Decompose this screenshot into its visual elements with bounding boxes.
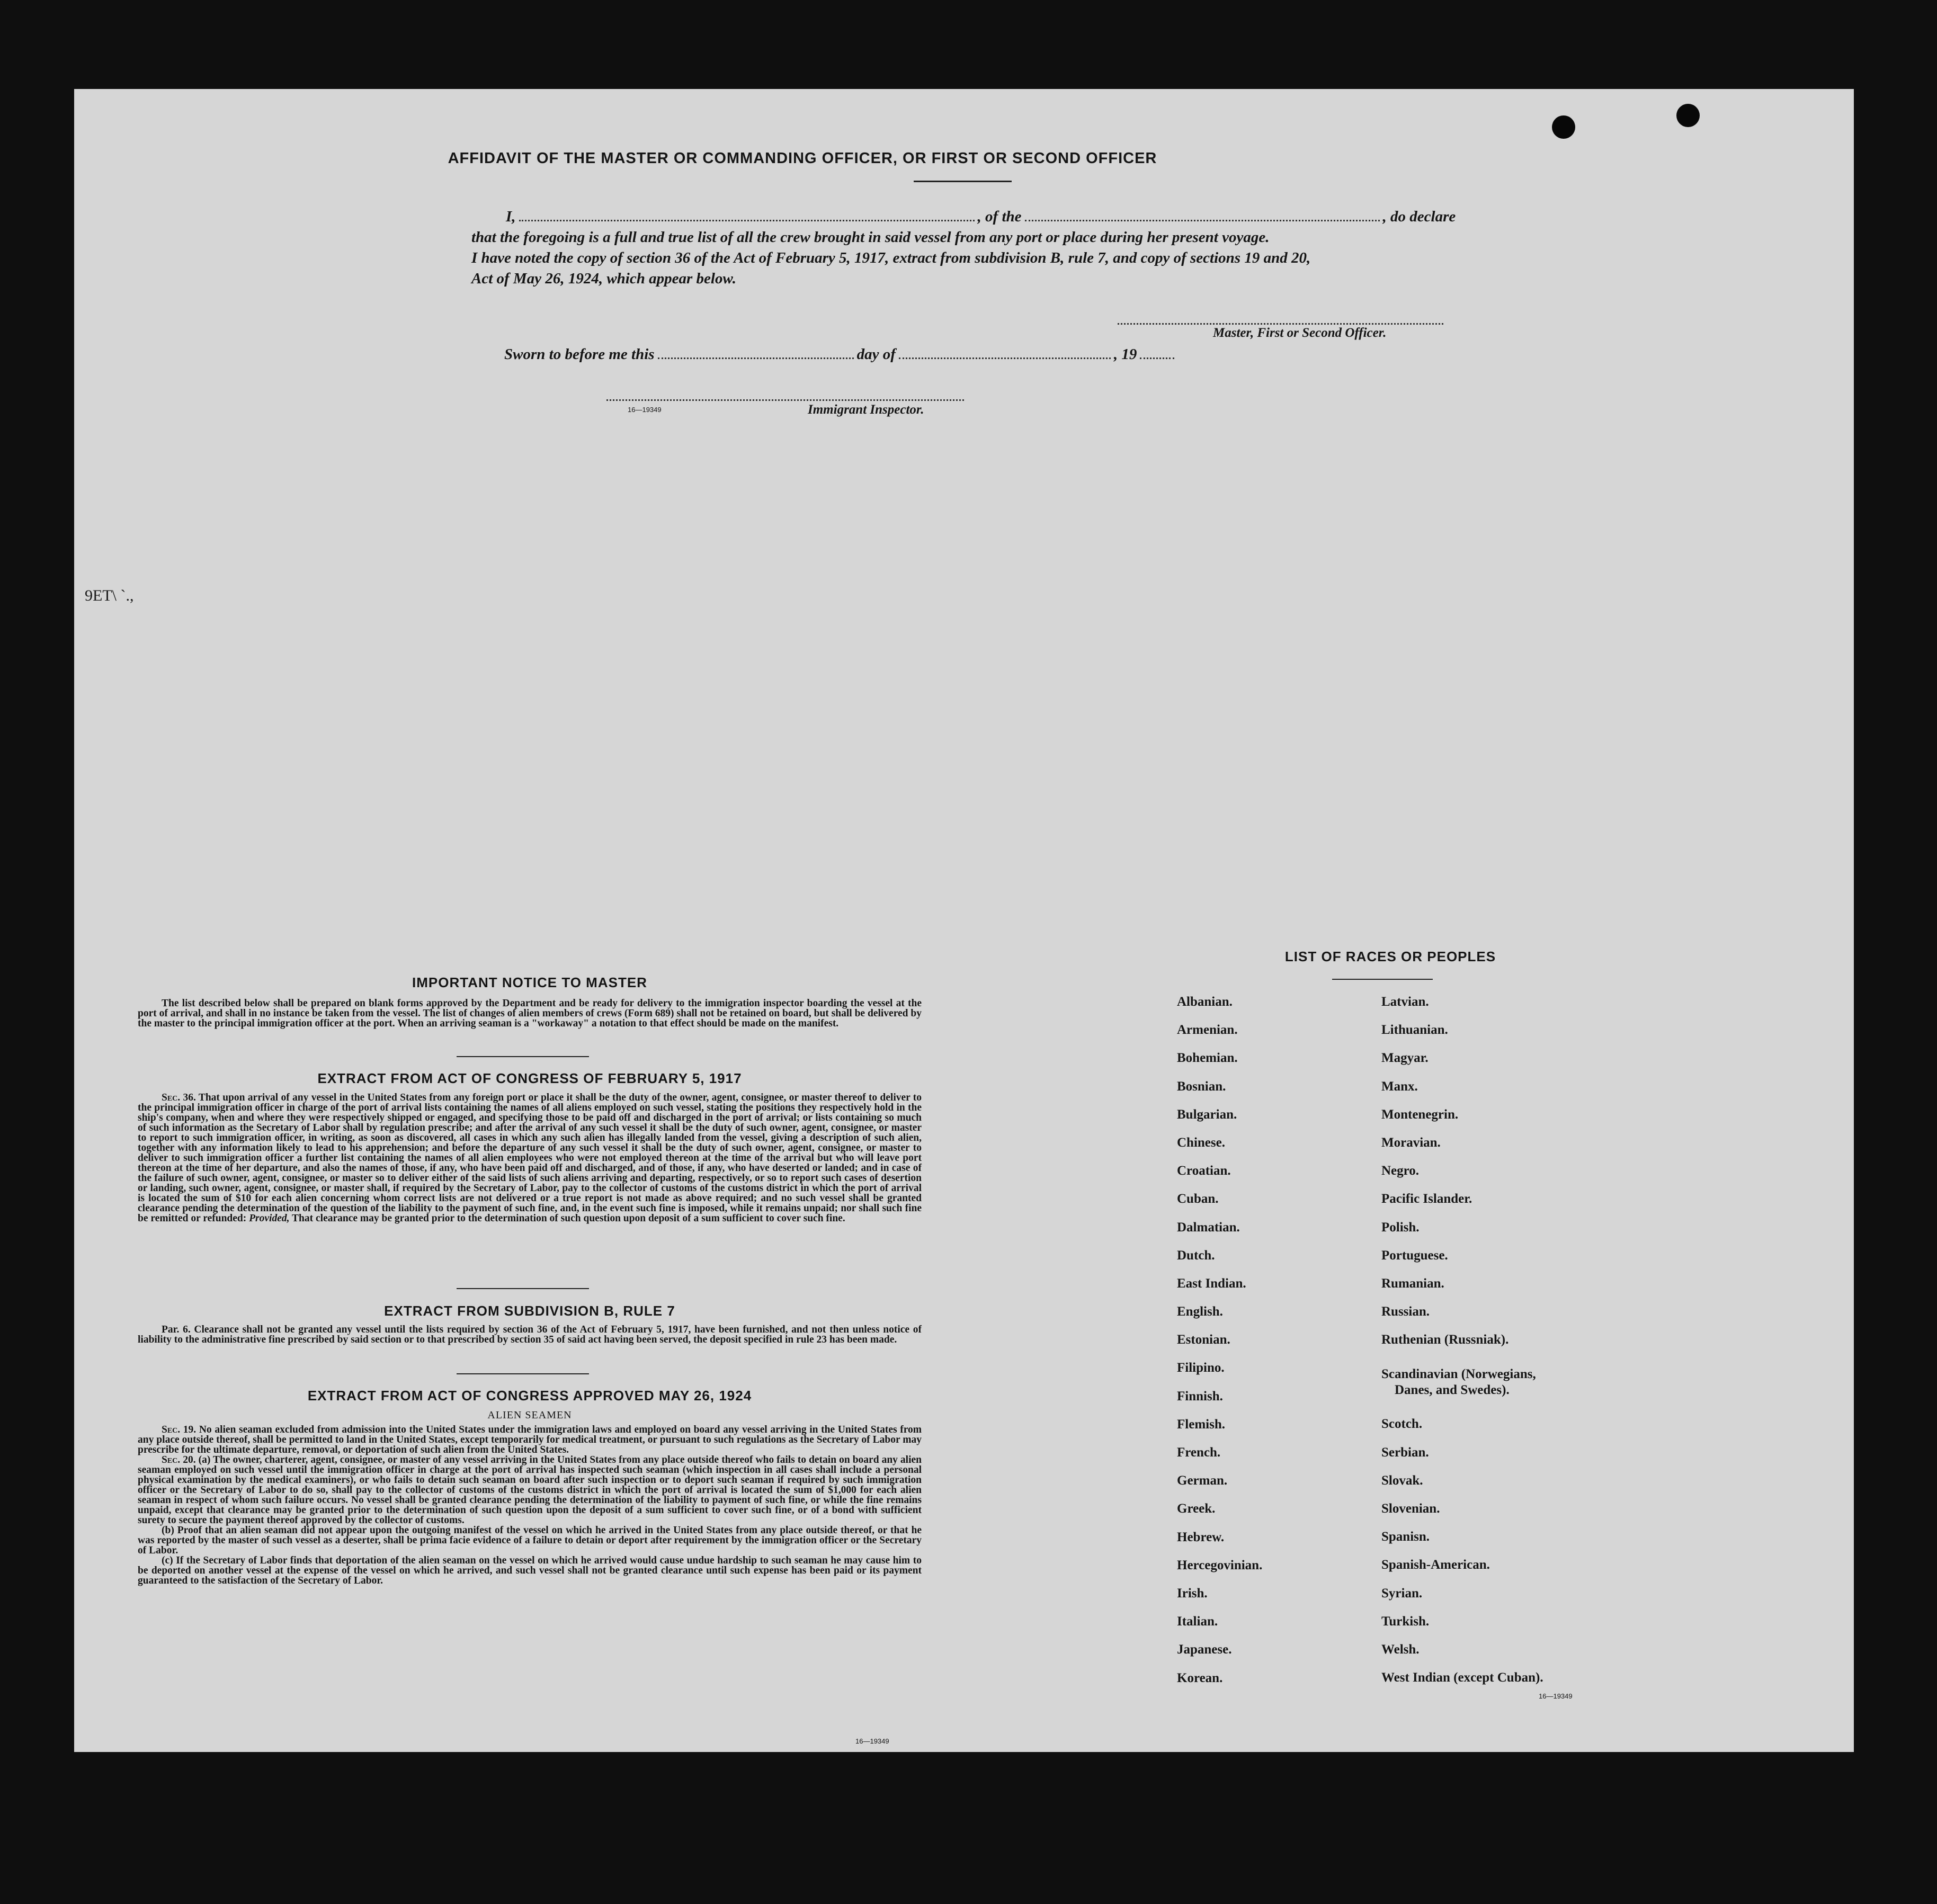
race-item: Dalmatian.	[1177, 1220, 1240, 1235]
race-item: Cuban.	[1177, 1192, 1219, 1206]
race-item: Irish.	[1177, 1586, 1208, 1601]
race-item: Korean.	[1177, 1670, 1223, 1685]
notice-body: The list described below shall be prepared on blank forms approved by the Department and be ready for delivery to the immigration inspector boarding the vessel at the port of arrival, and shall in no instance be taken from the vessel. The list of changes of alien members of crews (Form 689) shall not be retained on board, but shall be delivered by the master to the principal immigration officer at the port. When an arriving seaman is a "workaway" a notation to that effect should be made on the manifest.	[138, 998, 922, 1029]
name-blank[interactable]	[519, 220, 975, 221]
race-item: Manx.	[1381, 1079, 1418, 1094]
race-item: Lithuanian.	[1381, 1023, 1448, 1038]
title-underline	[914, 181, 1012, 182]
race-item: German.	[1177, 1473, 1228, 1488]
inspector-signature-line[interactable]	[606, 399, 964, 401]
punch-hole	[1552, 115, 1575, 139]
extract-form-number: 16—19349	[855, 1737, 889, 1745]
race-item: Ruthenian (Russniak).	[1381, 1333, 1509, 1347]
sec-19-label: Sec. 19.	[162, 1424, 197, 1435]
race-item: Turkish.	[1381, 1614, 1430, 1629]
race-item: Rumanian.	[1381, 1276, 1444, 1291]
extract-1924-body	[138, 1425, 922, 1586]
race-item: Spanisn.	[1381, 1530, 1430, 1544]
notice-title: IMPORTANT NOTICE TO MASTER	[412, 975, 647, 990]
section-divider	[457, 1288, 589, 1289]
race-item: Negro.	[1381, 1164, 1420, 1178]
master-signature-line[interactable]	[1118, 323, 1443, 325]
race-item: Serbian.	[1381, 1445, 1429, 1460]
race-item: Dutch.	[1177, 1248, 1215, 1263]
extract-1917-title: EXTRACT FROM ACT OF CONGRESS OF FEBRUARY 5, 1917	[317, 1070, 742, 1086]
month-blank[interactable]	[899, 357, 1111, 359]
race-item: Finnish.	[1177, 1389, 1223, 1404]
affidavit-title: AFFIDAVIT OF THE MASTER OR COMMANDING OFFICER, OR FIRST OR SECOND OFFICER	[448, 150, 1157, 167]
extract-rule7-title: EXTRACT FROM SUBDIVISION B, RULE 7	[384, 1303, 675, 1319]
race-item: Japanese.	[1177, 1642, 1232, 1657]
vessel-blank[interactable]	[1025, 220, 1380, 221]
race-item: English.	[1177, 1304, 1223, 1319]
race-item: Armenian.	[1177, 1023, 1238, 1038]
sec-19-text: No alien seaman excluded from admission into the United States under the immigration laws and employed on board any vessel arriving in the United States from any place outside thereof, shall be permitted to land in the United States, except temporarily for medical treatment, or pursuant to such regulations as the Secretary of Labor may prescribe for the ultimate departure, removal, or deportation of such alien from the United States.	[138, 1424, 922, 1455]
affidavit-declare-label: , do declare	[1382, 208, 1456, 225]
inspector-caption: Immigrant Inspector.	[808, 403, 924, 417]
race-item: West Indian (except Cuban).	[1381, 1670, 1543, 1685]
document-page	[74, 89, 1854, 1752]
race-item: Hebrew.	[1177, 1530, 1225, 1544]
extract-1924-title: EXTRACT FROM ACT OF CONGRESS APPROVED MAY 26, 1924	[307, 1388, 752, 1404]
sec-20-label: Sec. 20.	[162, 1454, 196, 1465]
sec-20c: (c) If the Secretary of Labor finds that deportation of the alien seaman on the vessel on which he arrived would cause undue hardship to such seaman he may cause him to be deported on another vessel at the expense of the vessel on which he arrived, and such vessel shall not be granted clearance until such expense has been paid or its payment guaranteed to the satisfaction of the Secretary of Labor.	[138, 1555, 922, 1586]
races-left-column	[1177, 995, 1262, 1699]
affidavit-of-the-label: , of the	[977, 208, 1022, 225]
race-item: Pacific Islander.	[1381, 1192, 1472, 1206]
sec-36-tail: That clearance may be granted prior to the determination of such question upon deposit of a sum sufficient to cover such fine.	[292, 1213, 845, 1224]
race-item: Montenegrin.	[1381, 1107, 1459, 1122]
race-item: Bulgarian.	[1177, 1107, 1237, 1122]
sworn-line	[504, 346, 1177, 363]
affidavit-line-2: that the foregoing is a full and true list of all the crew brought in said vessel from any port or place during her present voyage.	[471, 229, 1270, 246]
master-signature-caption: Master, First or Second Officer.	[1213, 326, 1387, 340]
extract-rule7-body: Par. 6. Clearance shall not be granted any vessel until the lists required by section 36 of the Act of February 5, 1917, have been furnished, and not then unless notice of liability to the administrative fine prescribed by said section or to that prescribed by section 35 of said act having been served, the deposit specified in rule 23 has been made.	[138, 1324, 922, 1345]
sworn-label: Sworn to before me this	[504, 346, 655, 363]
affidavit-line-3: I have noted the copy of section 36 of the Act of February 5, 1917, extract from subdivision B, rule 7, and copy of sections 19 and 20,	[471, 249, 1311, 266]
race-item: Croatian.	[1177, 1164, 1231, 1178]
race-item: Bosnian.	[1177, 1079, 1226, 1094]
extract-1917-body	[138, 1093, 922, 1223]
provided-word: Provided,	[249, 1213, 290, 1224]
section-divider	[457, 1373, 589, 1374]
race-item: East Indian.	[1177, 1276, 1246, 1291]
day-of-label: day of	[856, 346, 896, 363]
race-item: Slovak.	[1381, 1473, 1423, 1488]
race-item: Italian.	[1177, 1614, 1218, 1629]
sec-36-label: Sec. 36.	[162, 1092, 196, 1103]
punch-hole	[1676, 104, 1700, 127]
race-item: Chinese.	[1177, 1135, 1225, 1150]
race-item: Latvian.	[1381, 995, 1429, 1009]
race-item: Spanish-American.	[1381, 1558, 1490, 1572]
race-item: Welsh.	[1381, 1642, 1420, 1657]
race-item: Syrian.	[1381, 1586, 1423, 1601]
year-label: , 19	[1113, 346, 1137, 363]
stray-marks: 9ET\ `.,	[85, 587, 134, 604]
sec-20a-text: (a) The owner, charterer, agent, consignee, or master of any vessel arriving in the United States from any place outside thereof who fails to detain on board any alien seaman employed on such vessel until the immigration officer in charge at the port of arrival has inspected such seaman (which inspection in all cases shall include a personal physical examination by the medical examiners), or who fails to detain such seaman on board after such inspection or to deport such seaman if required by such immigration officer or the Secretary of Labor to do so, shall pay to the collector of customs of the customs district in which the port of arrival is located the sum of $1,000 for each alien seaman in respect of whom such failure occurs. No vessel shall be granted clearance pending the determination of the liability to payment of such fine, or while the fine remains unpaid, except that clearance may be granted prior to the determination of such question upon the deposit of a sum sufficient to cover such fine, or of a bond with sufficient surety to secure the payment thereof approved by the collector of customs.	[138, 1454, 922, 1526]
day-blank[interactable]	[658, 357, 854, 359]
race-item: Scandinavian (Norwegians,	[1381, 1367, 1536, 1382]
race-item: Hercegovinian.	[1177, 1558, 1263, 1572]
sec-20b: (b) Proof that an alien seaman did not appear upon the outgoing manifest of the vessel on which he arrived in the United States from any place outside thereof, or that he was reported by the master of such vessel as a deserter, shall be prima facie evidence of a failure to detain or deport after requirement by the immigration officer or the Secretary of Labor.	[138, 1525, 922, 1556]
sec-19	[138, 1425, 922, 1455]
affidavit-statement	[471, 207, 1457, 289]
affidavit-line-4: Act of May 26, 1924, which appear below.	[471, 270, 736, 287]
races-title: LIST OF RACES OR PEOPLES	[1284, 949, 1496, 964]
race-item: Filipino.	[1177, 1361, 1225, 1375]
year-blank[interactable]	[1140, 357, 1174, 359]
race-item: Moravian.	[1381, 1135, 1441, 1150]
race-item: Danes, and Swedes).	[1395, 1383, 1510, 1398]
alien-seamen-subtitle: ALIEN SEAMEN	[487, 1409, 572, 1421]
race-item: Russian.	[1381, 1304, 1430, 1319]
race-item: Albanian.	[1177, 995, 1233, 1009]
race-item: Polish.	[1381, 1220, 1420, 1235]
affidavit-form-number: 16—19349	[628, 406, 662, 414]
races-title-underline	[1332, 979, 1433, 980]
race-item: Portuguese.	[1381, 1248, 1448, 1263]
race-item: Flemish.	[1177, 1417, 1225, 1432]
races-right-column	[1381, 995, 1543, 1699]
race-item: Estonian.	[1177, 1333, 1230, 1347]
race-item: Bohemian.	[1177, 1051, 1238, 1066]
race-item: Magyar.	[1381, 1051, 1429, 1066]
races-form-number: 16—19349	[1539, 1692, 1573, 1700]
sec-20a	[138, 1455, 922, 1525]
race-item: Scotch.	[1381, 1417, 1423, 1432]
race-item: Greek.	[1177, 1501, 1216, 1516]
race-item: French.	[1177, 1445, 1221, 1460]
section-divider	[457, 1056, 589, 1057]
affidavit-i-label: I,	[506, 208, 516, 225]
race-item: Slovenian.	[1381, 1501, 1440, 1516]
sec-36-text: That upon arrival of any vessel in the United States from any foreign port or place it shall be the duty of the owner, agent, consignee, or master thereof to deliver to the principal immigration officer in charge of the port of arrival lists containing the names of all aliens employed on such vessel, stating the positions they respectively hold in the ship's company, when and where they were respectively shipped or engaged, and specifying those to be paid off and discharged in the port of arrival; or lists containing so much of such information as the Secretary of Labor shall by regulation prescribe; and after the arrival of any such vessel it shall be the duty of such owner, agent, consignee, or master to report to such immigration officer, in writing, as soon as discovered, all cases in which any such alien has illegally landed from the vessel, giving a description of such alien, together with any information likely to lead to his apprehension; and before the departure of any such vessel it shall be the duty of such owner, agent, consignee, or master to deliver to such immigration officer a further list containing the names of all alien employees who were not employed thereon at the time of the arrival but who will leave port thereon at the time of her departure, and also the names of those, if any, who have been paid off and discharged, and of those, if any, who have deserted or landed; and in case of the failure of such owner, agent, consignee, or master so to deliver either of the said lists of such aliens arriving and departing, respectively, or so to report such cases of desertion or landing, such owner, agent, consignee, or master shall, if required by the Secretary of Labor, pay to the collector of customs of the customs district in which the port of arrival is located the sum of $10 for each alien concerning whom correct lists are not delivered or a true report is not made as above required; and no such vessel shall be granted clearance pending the determination of the question of the liability to the payment of such fine, and, in the event such fine is imposed, while it remains unpaid; nor shall such fine be remitted or refunded:	[138, 1092, 922, 1224]
